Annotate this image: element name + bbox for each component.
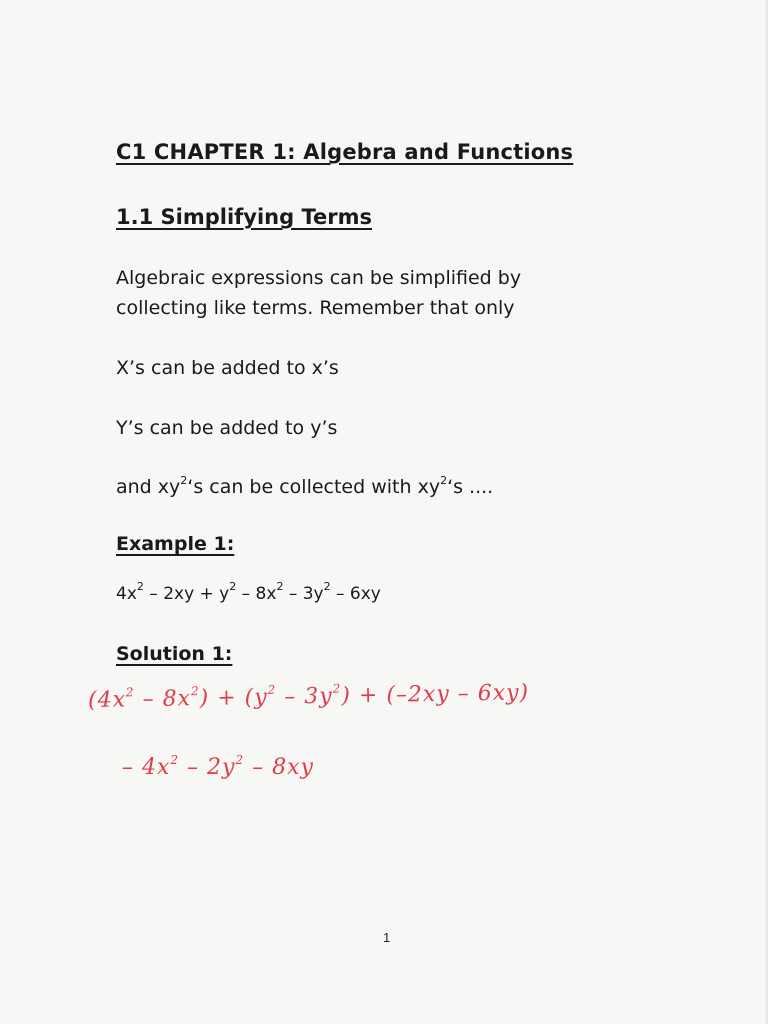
hw2-exp-b: 2	[235, 753, 245, 767]
handwritten-solution-step-1	[88, 680, 530, 713]
rule-xy-exponent-2: 2	[440, 474, 448, 487]
solution-label: Solution 1:	[116, 643, 233, 665]
section-title: 1.1 Simplifying Terms	[116, 205, 372, 229]
hw1-exp-b: 2	[190, 684, 200, 699]
hw2-a: – 4x	[122, 755, 171, 780]
hw1-exp-c: 2	[267, 682, 277, 697]
intro-line-1: Algebraic expressions can be simplified by	[116, 267, 522, 289]
hw1-e: ) + (–2xy – 6xy)	[341, 680, 530, 709]
handwritten-solution-step-2	[122, 755, 314, 780]
hw1-c: ) + (y	[199, 684, 268, 712]
chapter-title: C1 CHAPTER 1: Algebra and Functions	[116, 140, 574, 164]
hw2-exp-a: 2	[170, 753, 180, 767]
expr-exp-1: 2	[136, 580, 144, 593]
page-number: 1	[383, 930, 391, 945]
hw1-d: – 3y	[276, 683, 333, 710]
rule-y: Y’s can be added to y’s	[116, 417, 338, 439]
rule-xy-suffix: ‘s ....	[447, 476, 494, 498]
rule-xy-middle: ‘s can be collected with xy	[187, 476, 441, 498]
expr-term-3: – 8x	[236, 584, 277, 604]
example-label: Example 1:	[116, 533, 235, 555]
hw1-exp-a: 2	[125, 685, 135, 700]
expr-term-4: – 3y	[283, 584, 324, 604]
expr-exp-2: 2	[229, 580, 237, 593]
rule-xy-exponent: 2	[180, 474, 188, 487]
hw2-c: – 8xy	[244, 755, 314, 780]
hw1-exp-d: 2	[332, 681, 342, 696]
rule-xy	[116, 472, 493, 502]
expr-term-2: – 2xy + y	[143, 584, 230, 604]
hw1-a: (4x	[87, 687, 127, 713]
expr-term-5: – 6xy	[330, 584, 381, 604]
expr-exp-3: 2	[276, 580, 284, 593]
intro-line-2: collecting like terms. Remember that only	[116, 297, 515, 319]
rule-xy-prefix: and xy	[116, 476, 181, 498]
expr-exp-4: 2	[323, 580, 331, 593]
hw1-b: – 8x	[134, 686, 192, 713]
expr-term-1: 4x	[116, 584, 137, 604]
rule-x: X’s can be added to x’s	[116, 357, 339, 379]
example-expression	[116, 580, 381, 604]
hw2-b: – 2y	[179, 755, 236, 780]
